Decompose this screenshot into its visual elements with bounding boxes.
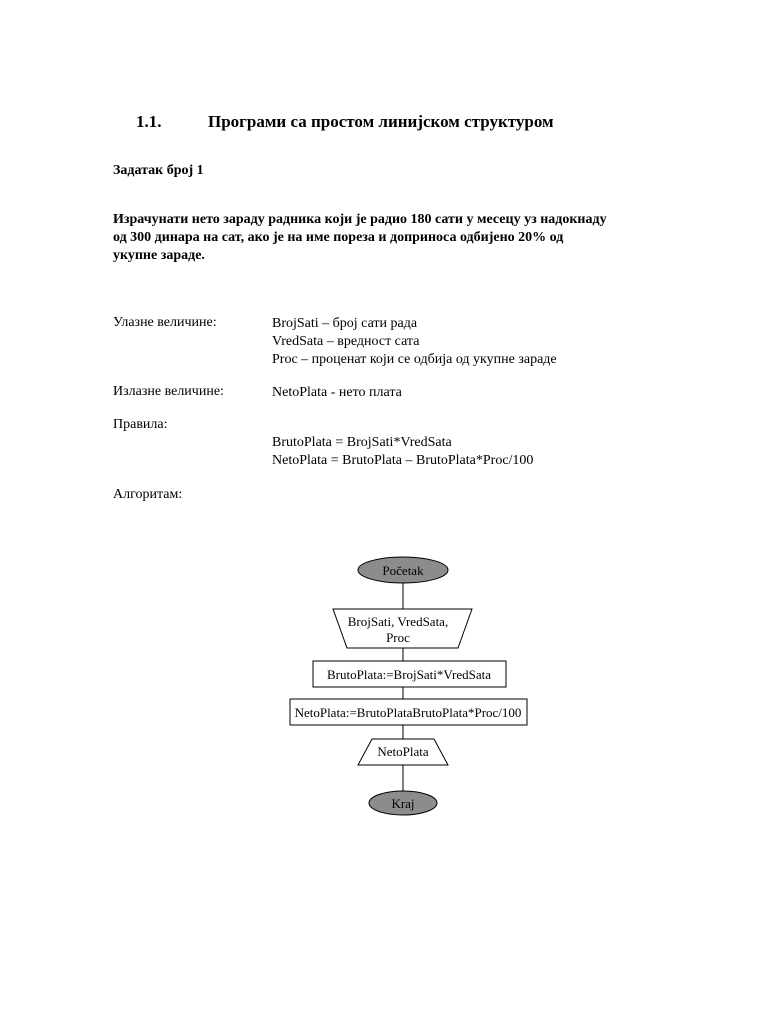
- inputs-label: Улазне величине:: [113, 315, 217, 330]
- rule-item: BrutoPlata = BrojSati*VredSata: [272, 435, 452, 450]
- task-text-line: Израчунати нето зараду радника који је радио 180 сати у месецу уз надокнаду: [113, 212, 607, 227]
- section-number: 1.1.: [136, 112, 162, 131]
- rule-item: NetoPlata = BrutoPlata – BrutoPlata*Proc/100: [272, 453, 534, 468]
- end-label: Kraj: [391, 796, 415, 811]
- output-label: NetoPlata: [377, 744, 429, 759]
- outputs-label: Излазне величине:: [113, 384, 224, 399]
- start-label: Početak: [382, 563, 424, 578]
- task-text-line: од 300 динара на сат, ако је на име пореза и доприноса одбијено 20% од: [113, 230, 564, 245]
- task-text-line: укупне зараде.: [113, 248, 205, 263]
- input-item: Proc – проценат који се одбија од укупне зараде: [272, 352, 557, 367]
- input-label-line2: Proc: [386, 630, 410, 645]
- section-title: Програми са простом линијском структуром: [208, 112, 554, 131]
- task-title: Задатак број 1: [113, 163, 204, 178]
- input-label-line1: BrojSati, VredSata,: [347, 614, 449, 629]
- algorithm-label: Алгоритам:: [113, 487, 183, 502]
- input-item: BrojSati – број сати рада: [272, 316, 418, 331]
- rules-label: Правила:: [113, 417, 168, 432]
- input-item: VredSata – вредност сата: [272, 334, 420, 349]
- process-neto-label: NetoPlata:=BrutoPlataBrutoPlata*Proc/100: [294, 705, 522, 720]
- process-bruto-label: BrutoPlata:=BrojSati*VredSata: [327, 667, 491, 682]
- output-item: NetoPlata - нето плата: [272, 385, 402, 400]
